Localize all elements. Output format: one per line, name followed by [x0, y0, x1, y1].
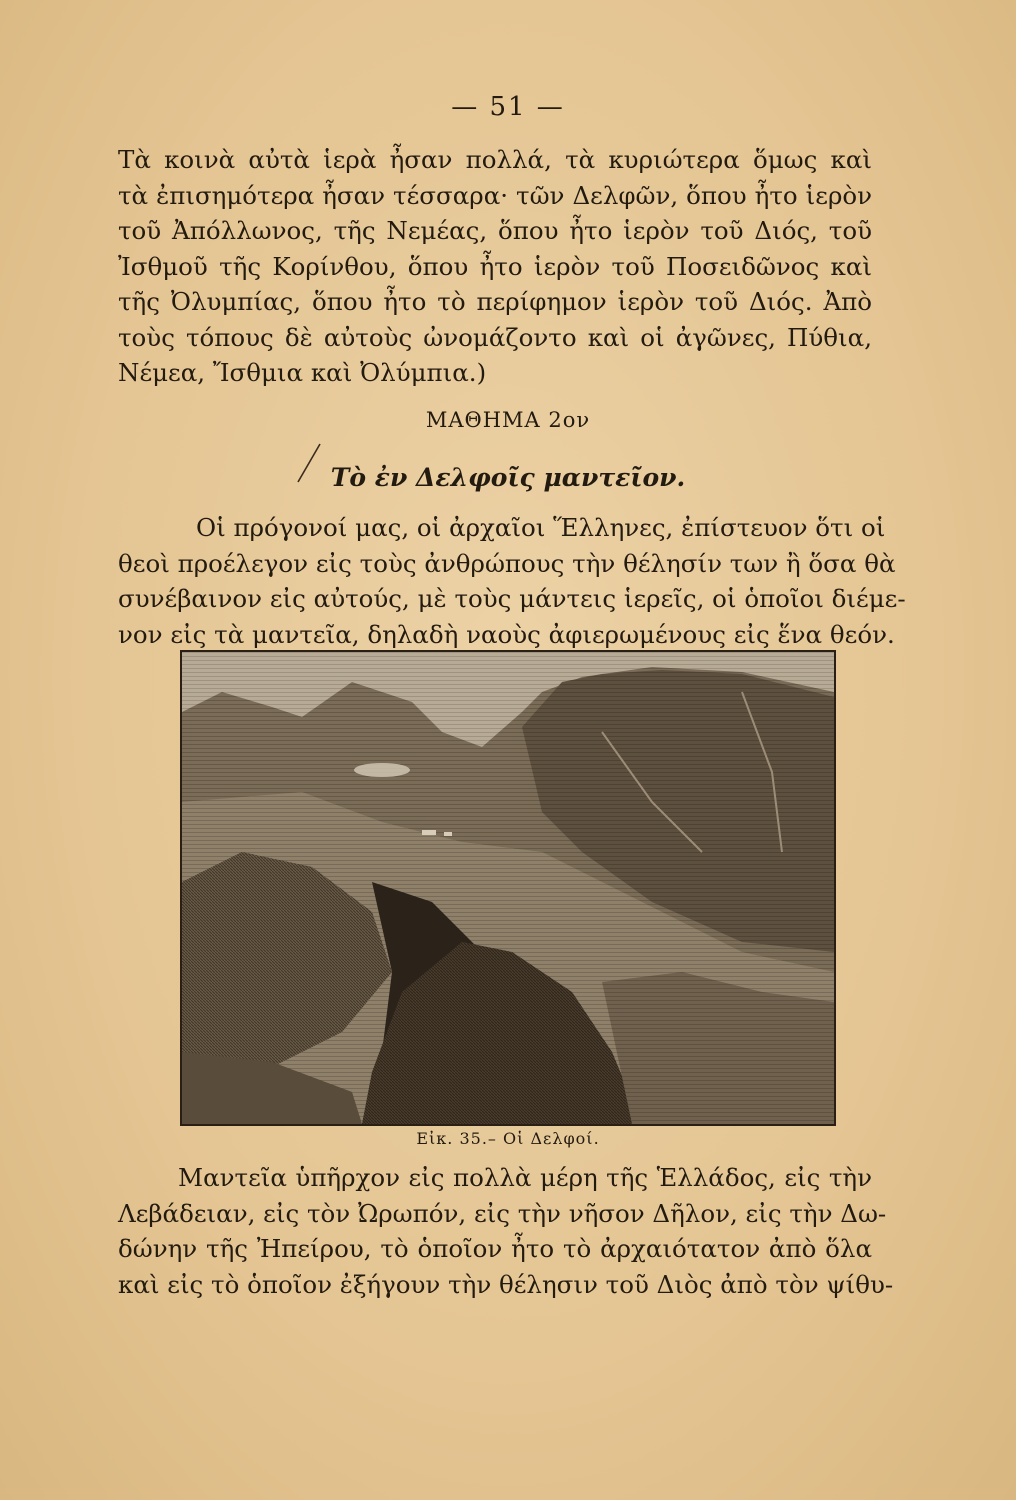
paragraph-1-line: τοὺς τόπους δὲ αὐτοὺς ὠνομάζοντο καὶ οἱ ἀγῶνες, Πύθια,: [118, 322, 872, 352]
mountain-landscape-engraving-icon: [180, 650, 836, 1126]
paragraph-2-line: συνέβαινον εἰς αὐτούς, μὲ τοὺς μάντεις ἱερεῖς, οἱ ὁποῖοι διέμε-: [118, 584, 906, 613]
paragraph-2-line: νον εἰς τὰ μαντεῖα, δηλαδὴ ναοὺς ἀφιερωμένους εἰς ἕνα θεόν.: [118, 619, 895, 649]
paragraph-3: [118, 1160, 894, 1302]
lesson-title: Τὸ ἐν Δελφοῖς μαντεῖον.: [330, 463, 686, 492]
figure-caption: Εἰκ. 35.– Οἱ Δελφοί.: [416, 1129, 600, 1148]
paragraph-1-line: τῆς Ὀλυμπίας, ὅπου ἦτο τὸ περίφημον ἱερὸν τοῦ Διός. Ἀπὸ: [118, 287, 872, 316]
lesson-heading: ΜΑΘΗΜΑ 2ον: [425, 408, 591, 432]
paragraph-3-line: Μαντεῖα ὑπῆρχον εἰς πολλὰ μέρη τῆς Ἑλλάδος, εἰς τὴν: [178, 1163, 872, 1192]
paragraph-1-line: Ἰσθμοῦ τῆς Κορίνθου, ὅπου ἦτο ἱερὸν τοῦ Ποσειδῶνος καὶ: [118, 251, 872, 281]
paragraph-2-line: Οἱ πρόγονοί μας, οἱ ἀρχαῖοι Ἕλληνες, ἐπίστευον ὅτι οἱ: [196, 513, 886, 542]
paragraph-3-line: καὶ εἰς τὸ ὁποῖον ἐξήγουν τὴν θέλησιν τοῦ Διὸς ἀπὸ τὸν ψίθυ-: [118, 1269, 894, 1299]
page-number: — 51 —: [451, 92, 565, 122]
paragraph-1: [118, 142, 872, 391]
paragraph-2: [118, 510, 906, 652]
paragraph-3-line: δώνην τῆς Ἠπείρου, τὸ ὁποῖον ἦτο τὸ ἀρχαιότατον ἀπὸ ὅλα: [118, 1234, 872, 1263]
paragraph-1-line: Νέμεα, Ἴσθμια καὶ Ὀλύμπια.): [118, 358, 487, 387]
paragraph-1-line: Τὰ κοινὰ αὐτὰ ἱερὰ ἦσαν πολλά, τὰ κυριώτερα ὅμως καὶ: [118, 145, 872, 174]
paragraph-2-line: θεοὶ προέλεγον εἰς τοὺς ἀνθρώπους τὴν θέλησίν των ἢ ὅσα θὰ: [118, 548, 896, 578]
paragraph-1-line: τοῦ Ἀπόλλωνος, τῆς Νεμέας, ὅπου ἦτο ἱερὸν τοῦ Διός, τοῦ: [118, 216, 872, 245]
paragraph-1-line: τὰ ἐπισημότερα ἦσαν τέσσαρα· τῶν Δελφῶν, ὅπου ἦτο ἱερὸν: [118, 180, 872, 210]
paragraph-3-line: Λεβάδειαν, εἰς τὸν Ὠρωπόν, εἰς τὴν νῆσον Δῆλον, εἰς τὴν Δω-: [118, 1198, 887, 1228]
